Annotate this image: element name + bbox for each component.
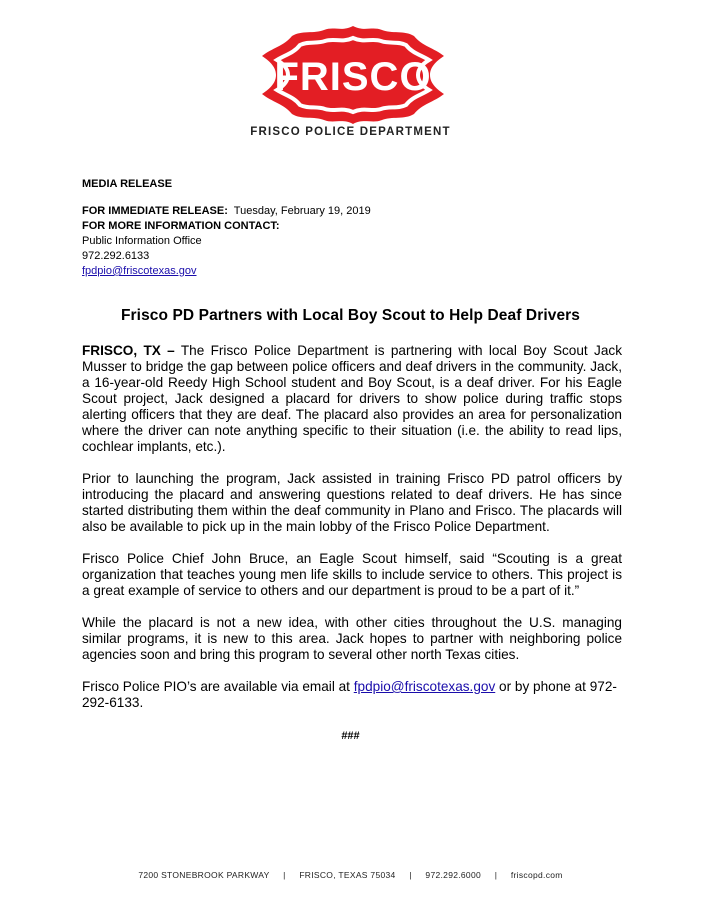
paragraph-2: Prior to launching the program, Jack assisted in training Frisco PD patrol officers by introducing the placard and answering questions related to deaf drivers. He has since started distributing them within the deaf community in Plano and Frisco. The placards will also be available to pick up in the main lobby of the Frisco Police Department. — [82, 471, 622, 534]
dateline: FRISCO, TX – — [82, 343, 175, 358]
footer-separator: | — [283, 870, 286, 880]
logo-wordmark: FRISCO — [274, 55, 432, 99]
paragraph-3: Frisco Police Chief John Bruce, an Eagle Scout himself, said “Scouting is a great organization that teaches young men life skills to include service to others. This project is a great example of service to others and our department is proud to be a part of it.” — [82, 551, 622, 598]
contact-phone: 972.292.6133 — [82, 250, 150, 262]
paragraph-4: While the placard is not a new idea, with other cities throughout the U.S. managing similar programs, it is new to this area. Jack hopes to partner with neighboring police agencies soon and bring this program to several other north Texas cities. — [82, 615, 622, 662]
footer — [0, 870, 701, 880]
frisco-logo-badge — [262, 26, 444, 124]
footer-address: 7200 STONEBROOK PARKWAY — [138, 870, 270, 880]
contact-email-link[interactable]: fpdpio@friscotexas.gov — [82, 265, 197, 277]
paragraph-1 — [82, 343, 622, 455]
paragraph-5 — [82, 679, 622, 711]
footer-phone: 972.292.6000 — [425, 870, 482, 880]
release-meta — [82, 177, 642, 279]
end-mark: ### — [341, 730, 360, 742]
immediate-release-label: FOR IMMEDIATE RELEASE: — [82, 205, 228, 217]
release-body — [82, 343, 622, 727]
paragraph-5-before: Frisco Police PIO’s are available via email at — [82, 679, 354, 694]
paragraph-5-after: or by phone at 972-292-6133. — [82, 679, 617, 710]
headline: Frisco PD Partners with Local Boy Scout to Help Deaf Drivers — [120, 307, 581, 324]
department-label: FRISCO POLICE DEPARTMENT — [250, 126, 451, 138]
footer-separator: | — [494, 870, 498, 880]
footer-separator: | — [409, 870, 412, 880]
contact-office: Public Information Office — [82, 235, 202, 247]
release-date: Tuesday, February 19, 2019 — [233, 205, 371, 217]
contact-label: FOR MORE INFORMATION CONTACT: — [82, 220, 280, 232]
pio-email-link[interactable]: fpdpio@friscotexas.gov — [353, 679, 496, 694]
release-date-row — [82, 204, 642, 219]
frisco-logo — [262, 26, 444, 124]
media-release-label: MEDIA RELEASE — [82, 178, 173, 190]
footer-city: FRISCO, TEXAS 75034 — [299, 870, 396, 880]
paragraph-1-text: The Frisco Police Department is partnering with local Boy Scout Jack Musser to bridge the gap between police officers and deaf drivers in the community. Jack, a 16-year-old Reedy High School student and Boy Scout, is a deaf driver. For his Eagle Scout project, Jack designed a placard for drivers to show police during traffic stops alerting officers that they are deaf. The placard also provides an area for personalization where the driver can note anything specific to their situation (i.e. the ability to read lips, cochlear implants, etc.). — [82, 343, 622, 454]
department-name — [0, 126, 701, 138]
footer-website: friscopd.com — [510, 870, 563, 880]
